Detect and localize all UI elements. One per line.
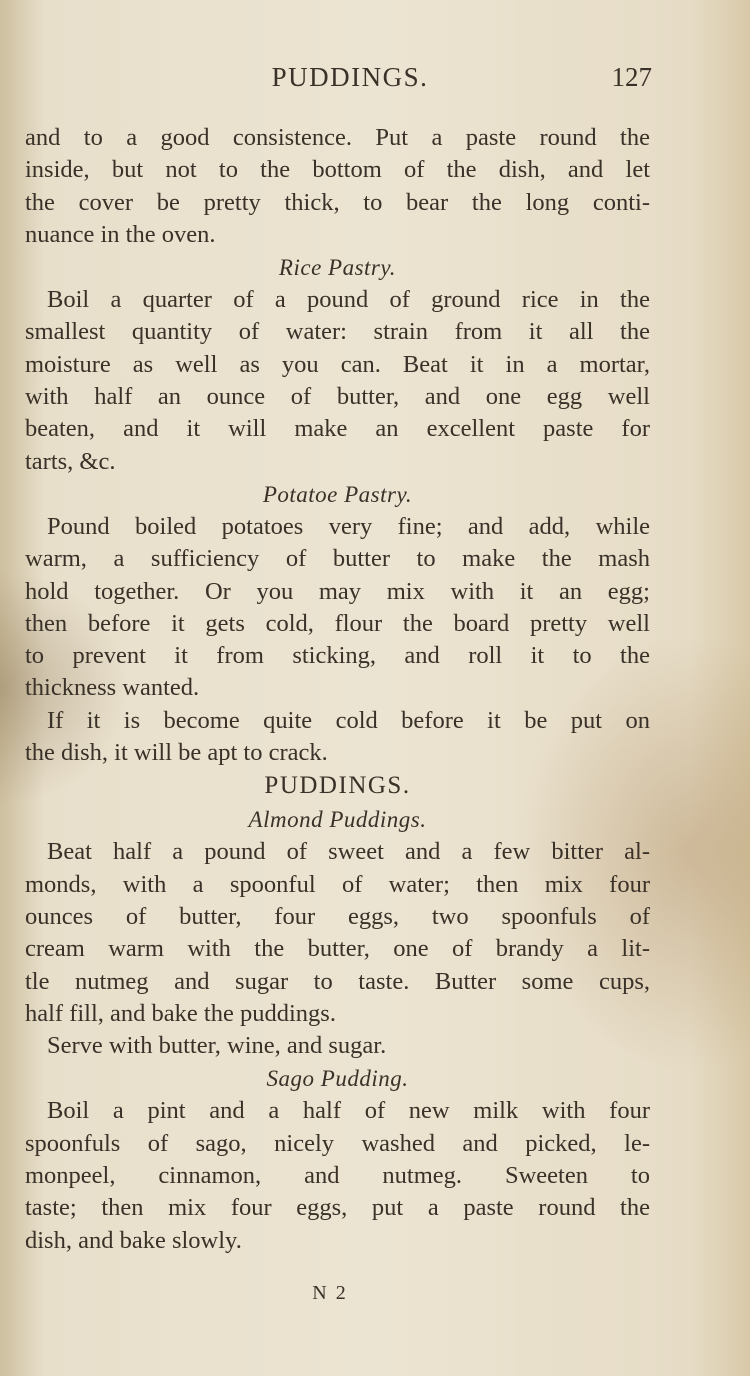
text-line: then before it gets cold, flour the board pretty well xyxy=(25,609,650,637)
text-line: spoonfuls of sago, nicely washed and picked, le- xyxy=(25,1129,650,1157)
text-line: Pound boiled potatoes very fine; and add, while xyxy=(47,512,650,540)
body-text xyxy=(25,122,650,1257)
recipe-heading: Almond Puddings. xyxy=(248,807,427,833)
text-line: Boil a quarter of a pound of ground rice in the xyxy=(47,286,650,314)
text-line: beaten, and it will make an excellent paste for xyxy=(25,415,650,443)
text-line: dish, and bake slowly. xyxy=(25,1226,242,1254)
page-number: 127 xyxy=(611,62,652,92)
text-line: monds, with a spoonful of water; then mix four xyxy=(25,870,650,898)
text-line: thickness wanted. xyxy=(25,674,200,702)
text-line: the dish, it will be apt to crack. xyxy=(25,739,328,767)
running-head xyxy=(0,62,750,102)
text-line: moisture as well as you can. Beat it in a mortar, xyxy=(25,350,650,378)
text-line: warm, a sufficiency of butter to make the mash xyxy=(25,545,650,573)
text-line: monpeel, cinnamon, and nutmeg. Sweeten to xyxy=(25,1162,650,1190)
text-line: Serve with butter, wine, and sugar. xyxy=(47,1032,387,1060)
text-line: Boil a pint and a half of new milk with four xyxy=(47,1097,650,1125)
text-line: If it is become quite cold before it be put on xyxy=(47,706,650,734)
text-line: hold together. Or you may mix with it an egg; xyxy=(25,577,650,605)
text-line: to prevent it from sticking, and roll it to the xyxy=(25,642,650,670)
text-line: half fill, and bake the puddings. xyxy=(25,999,336,1027)
text-line: with half an ounce of butter, and one egg well xyxy=(25,383,650,411)
recipe-heading: Rice Pastry. xyxy=(278,255,397,281)
text-line: cream warm with the butter, one of brandy a lit- xyxy=(25,935,650,963)
text-line: inside, but not to the bottom of the dish, and let xyxy=(25,156,650,184)
text-line: nuance in the oven. xyxy=(25,220,216,248)
text-line: and to a good consistence. Put a paste round the xyxy=(25,124,650,151)
signature-mark: N 2 xyxy=(312,1282,348,1304)
text-line: taste; then mix four eggs, put a paste round the xyxy=(25,1194,650,1222)
recipe-heading: Potatoe Pastry. xyxy=(262,481,413,507)
section-heading: PUDDINGS. xyxy=(264,772,411,800)
text-line: the cover be pretty thick, to bear the long conti- xyxy=(25,188,650,216)
text-line: tle nutmeg and sugar to taste. Butter some cups, xyxy=(25,967,650,995)
text-line: smallest quantity of water: strain from it all the xyxy=(25,318,650,346)
text-line: tarts, &c. xyxy=(25,447,116,475)
page-title: PUDDINGS. xyxy=(271,62,429,92)
text-line: Beat half a pound of sweet and a few bitter al- xyxy=(47,838,650,866)
recipe-heading: Sago Pudding. xyxy=(266,1066,409,1092)
text-line: ounces of butter, four eggs, two spoonfuls of xyxy=(25,902,650,930)
